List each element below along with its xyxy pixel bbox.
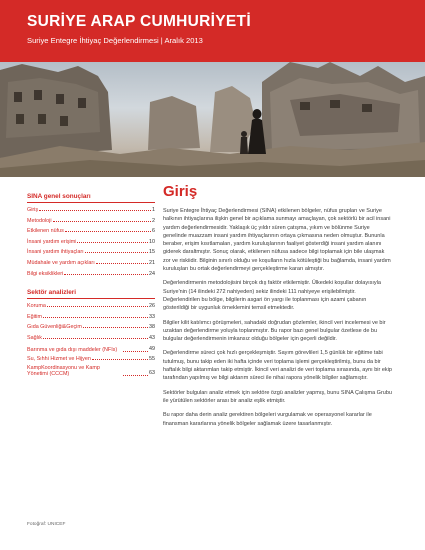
toc-entry-page: 38 xyxy=(149,324,155,331)
toc-entry-page: 2 xyxy=(152,217,155,224)
toc-entry-page: 43 xyxy=(149,334,155,341)
toc-entry[interactable] xyxy=(27,301,155,312)
toc-entry-label: Barınma ve gıda dışı maddeler (NFIs) xyxy=(27,346,118,353)
toc-dot-leader xyxy=(64,274,148,275)
toc-entry-label: Eğitim xyxy=(27,313,42,320)
toc-entry[interactable] xyxy=(27,258,155,269)
introduction-section xyxy=(163,183,393,434)
report-banner xyxy=(0,0,425,62)
toc-entry[interactable] xyxy=(27,269,155,280)
toc-entry[interactable] xyxy=(27,247,155,258)
toc-entry-label: Müdahale ve yardım açıkları xyxy=(27,259,95,266)
body-paragraph: Sektörler bulguları analiz etmek için sektöre özgü analizler yapmış, bunu SINA Çalışma Grubu ile yürütülen sektörler arası bir analiz eşlik etmiştir. xyxy=(163,389,392,404)
report-title: SURİYE ARAP CUMHURİYETİ xyxy=(27,13,251,30)
body-paragraph: Bilgiler kilit katılımcı görüşmeleri, sahadaki doğrudan gözlemler, ikincil veri incelemesi ve bir uzaktan değerlendirme yoluyla toplanmıştır. Bu rapor bazı genel bulgular özetlese de bu bulgular değerlendirmenin imkansız olduğu bölgeler için geçerli değildir. xyxy=(163,319,386,343)
toc-heading-sector-analyses: Sektör analizleri xyxy=(27,289,155,299)
toc-dot-leader xyxy=(77,242,148,243)
report-subtitle: Suriye Entegre İhtiyaç Değerlendirmesi | Aralık 2013 xyxy=(27,36,203,45)
toc-entry-page: 21 xyxy=(149,259,155,266)
toc-entry[interactable] xyxy=(27,205,155,216)
body-paragraph: Değerlendirme süreci çok hızlı gerçekleşmiştir. Sayım görevlileri 1,5 günlük bir eğitime tabi tutulmuş, bunu takip eden iki hafta içinde veri toplama işlemi gerçekleştirilmiş, bunu da bir haftalık bilgi aktarımları takip etmiştir. İkincil veri analizi de veri toplama sırasında, aynı bir ekip tarafından yapılmış ve bilgi aktarım süreci ile nihai rapora yönelik bilgiler sağlamıştır. xyxy=(163,350,392,382)
toc-dot-leader xyxy=(92,359,148,360)
toc-entry-page: 63 xyxy=(149,370,155,377)
toc-entry-label: Bilgi eksiklikleri xyxy=(27,270,64,277)
toc-dot-leader xyxy=(47,306,148,307)
toc-entry-page: 49 xyxy=(149,345,155,352)
toc-dot-leader xyxy=(39,210,151,211)
toc-entry[interactable] xyxy=(27,354,155,365)
toc-dot-leader xyxy=(123,351,148,352)
toc-dot-leader xyxy=(43,338,148,339)
toc-entry-label: İnsani yardım ihtiyaçları xyxy=(27,249,84,256)
toc-entry[interactable] xyxy=(27,216,155,227)
toc-entry-label: Giriş xyxy=(27,207,39,213)
toc-entry-page: 1 xyxy=(152,207,155,213)
toc-entry[interactable] xyxy=(27,365,155,379)
toc-entry-label: Gıda Güvenliği&Geçim xyxy=(27,324,82,331)
toc-entry-label: Metodoloji xyxy=(27,217,52,224)
toc-dot-leader xyxy=(43,317,148,318)
photo-credit: Fotoğraf: UNICEF xyxy=(27,522,66,527)
toc-entry-label: Su, Sıhhi Hizmet ve Hijyen xyxy=(27,356,91,363)
toc-entry-label: Etkilenen nüfus xyxy=(27,228,64,235)
toc-dot-leader xyxy=(83,327,148,328)
toc-entry[interactable] xyxy=(27,344,155,355)
toc-entry[interactable] xyxy=(27,333,155,344)
toc-dot-leader xyxy=(85,252,148,253)
toc-entry[interactable] xyxy=(27,322,155,333)
toc-dot-leader xyxy=(123,375,148,376)
toc-entry-page: 6 xyxy=(152,228,155,235)
toc-entry[interactable] xyxy=(27,226,155,237)
war-ruins-street-photo xyxy=(0,62,425,177)
toc-entry-page: 10 xyxy=(149,238,155,245)
body-paragraph: Değerlendirmenin metodolojisini birçok dış faktör etkilemiştir. Ülkedeki koşullar dolayısıyla Suriye'nin (14 ilindeki 272 nahiyeden) sekiz ilindeki 111 nahiyeye erişilebilmiştir. Değerlendirilen bu bölge, bilgilerin asgari ön yargı ile toplanması için azami çabanın gösterildiği bir uygunluk örneklemini temsil etmektedir. xyxy=(163,280,381,312)
toc-entry-page: 26 xyxy=(149,303,155,310)
toc-dot-leader xyxy=(53,221,151,222)
toc-entry-label: KampKoordinasyonu ve Kamp Yönetimi (CCCM) xyxy=(27,364,100,378)
toc-heading-general-results: SINA genel sonuçları xyxy=(27,193,155,203)
toc-entry-label: Sağlık xyxy=(27,334,42,341)
toc-list-general-results xyxy=(27,205,155,279)
toc-entry-label: Koruma xyxy=(27,303,46,310)
toc-entry[interactable] xyxy=(27,312,155,323)
body-paragraph: Suriye Entegre İhtiyaç Değerlendirmesi (SINA) etkilenen bölgeler, nüfus grupları ve Suriye halkının ihtiyaçlarına ilişkin genel bir açıklama sunmayı amaçlayan, çok sektörlü bir acil insani yardım değerlendirmesidir. Yaklaşık üç yıldır süren çatışma, yıkım ve bölünme Suriye genelinde muazzam insani yardım ihtiyaçlarının ortaya çıkmasına neden olmuştur. Bununla beraber, erişim kısıtlamaları, yardım kuruluşlarının faaliyet gösterdiği insani yardım alanını giderek daraltmıştır. Sonuç olarak, etkilenen nüfusa sadece bilgi toplamak için bile ulaşmak zor ve riskiidir. Bilginin sınırlı olduğu ve koşulların hızla kötüleştiği bu bağlamda, insani yardım kuruluşları bu ortak değerlendirmeyi gerçekleştirme kararı almıştır. xyxy=(163,208,391,273)
toc-dot-leader xyxy=(65,231,151,232)
toc-dot-leader xyxy=(96,263,148,264)
body-paragraph: Bu rapor daha derin analiz gerektiren bölgeleri vurgulamak ve operasyonel kararlar ile finansman kararlarına yönelik bölgeler sağlamak üzere tasarlanmıştır. xyxy=(163,412,372,427)
toc-entry[interactable] xyxy=(27,237,155,248)
toc-entry-page: 15 xyxy=(149,249,155,256)
section-heading: Giriş xyxy=(163,183,198,200)
toc-entry-page: 24 xyxy=(149,270,155,277)
body-text xyxy=(163,207,393,428)
table-of-contents xyxy=(27,193,155,379)
toc-entry-label: İnsani yardım erişimi xyxy=(27,238,77,245)
toc-entry-page: 33 xyxy=(149,313,155,320)
toc-list-sector-analyses xyxy=(27,301,155,379)
toc-entry-page: 55 xyxy=(149,356,155,363)
